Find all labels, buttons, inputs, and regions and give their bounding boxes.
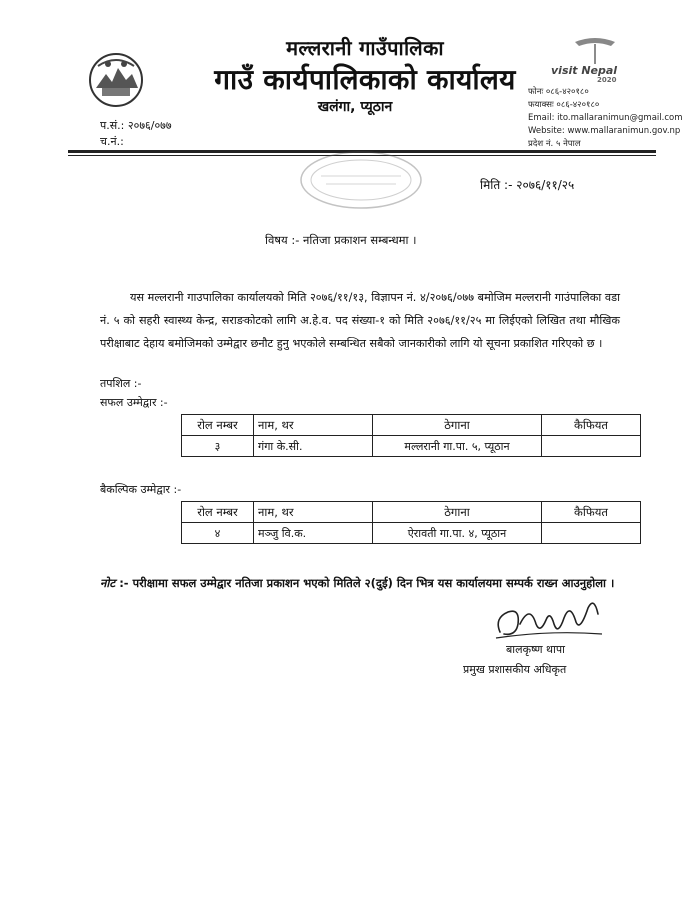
municipality-name: मल्लरानी गाउँपालिका (286, 36, 444, 60)
alternative-candidates-table (181, 501, 641, 544)
alternative-candidates-label: बैकल्पिक उम्मेद्वार :- (100, 483, 182, 496)
col-remarks: कैफियत (542, 502, 641, 523)
remarks-cell (542, 523, 641, 544)
handwritten-signature (490, 594, 610, 644)
successful-candidates-table (181, 414, 641, 457)
successful-candidates-label: सफल उम्मेद्वार :- (100, 396, 168, 409)
province-label: प्रदेश नं. ५ नेपाल (528, 139, 581, 149)
roll-number-cell: ३ (182, 436, 254, 457)
visit-nepal-logo (545, 36, 645, 84)
col-address: ठेगाना (373, 415, 542, 436)
col-remarks: कैफियत (542, 415, 641, 436)
name-cell: मञ्जु वि.क. (254, 523, 373, 544)
table-row (182, 523, 641, 544)
table-header-row (182, 415, 641, 436)
address-cell: ऐरावती गा.पा. ४, प्यूठान (373, 523, 542, 544)
col-name: नाम, थर (254, 415, 373, 436)
roll-number-cell: ४ (182, 523, 254, 544)
signatory-title: प्रमुख प्रशासकीय अधिकृत (463, 663, 567, 676)
details-label: तपशिल :- (100, 377, 142, 390)
table-row (182, 436, 641, 457)
letter-number: प.सं.: २०७६/०७७ (100, 119, 172, 132)
table-header-row (182, 502, 641, 523)
reference-numbers (100, 118, 172, 150)
remarks-cell (542, 436, 641, 457)
col-roll-number: रोल नम्बर (182, 415, 254, 436)
note-block (100, 572, 620, 594)
visit-nepal-year: 2020 (597, 76, 617, 84)
phone-number: फोनः ०८६-४२०१८० (528, 87, 589, 97)
note-text: :- परीक्षामा सफल उम्मेद्वार नतिजा प्रकाशन भएको मितिले २(दुई) दिन भित्र यस कार्यालयमा सम्पर्क राख्न आउनुहोला । (119, 576, 615, 590)
website-url: Website: www.mallaranimun.gov.np (528, 126, 681, 136)
col-roll-number: रोल नम्बर (182, 502, 254, 523)
col-name: नाम, थर (254, 502, 373, 523)
col-address: ठेगाना (373, 502, 542, 523)
visit-nepal-text: visit Nepal (551, 64, 618, 77)
office-name: गाउँ कार्यपालिकाको कार्यालय (214, 63, 516, 96)
email-address: Email: ito.mallaranimun@gmail.com (528, 113, 683, 123)
address-cell: मल्लरानी गा.पा. ५, प्यूठान (373, 436, 542, 457)
letter-date: मिति :- २०७६/११/२५ (480, 178, 575, 192)
office-location: खलंगा, प्यूठान (317, 99, 393, 115)
dispatch-number: च.नं.: (100, 135, 124, 148)
contact-block (528, 86, 683, 151)
government-emblem-icon (88, 52, 144, 108)
note-label: नोट (100, 576, 116, 590)
notice-body: यस मल्लरानी गाउपालिका कार्यालयको मिति २०७६/११/१३, विज्ञापन नं. ४/२०७६/०७७ बमोजिम मल्लरानी गाउंपालिका वडा नं. ५ को सहरी स्वास्थ्य केन्द्र, सराङकोटको लागि अ.हे.व. पद संख्या-१ को मिति २०७६/११/२५ मा लिईएको लिखित तथा मौखिक परीक्षाबाट देहाय बमोजिमको उम्मेद्वार छनौट हुनु भएकोले सम्बन्धित सबैको जानकारीको लागि यो सूचना प्रकाशित गरिएको छ । (100, 291, 620, 350)
office-stamp (296, 150, 426, 212)
signatory-name: बालकृष्ण थापा (506, 643, 566, 656)
fax-number: फयाक्सः ०८६-४२०१८० (528, 100, 600, 110)
name-cell: गंगा के.सी. (254, 436, 373, 457)
subject-line: विषय :- नतिजा प्रकाशन सम्बन्धमा । (265, 233, 417, 247)
